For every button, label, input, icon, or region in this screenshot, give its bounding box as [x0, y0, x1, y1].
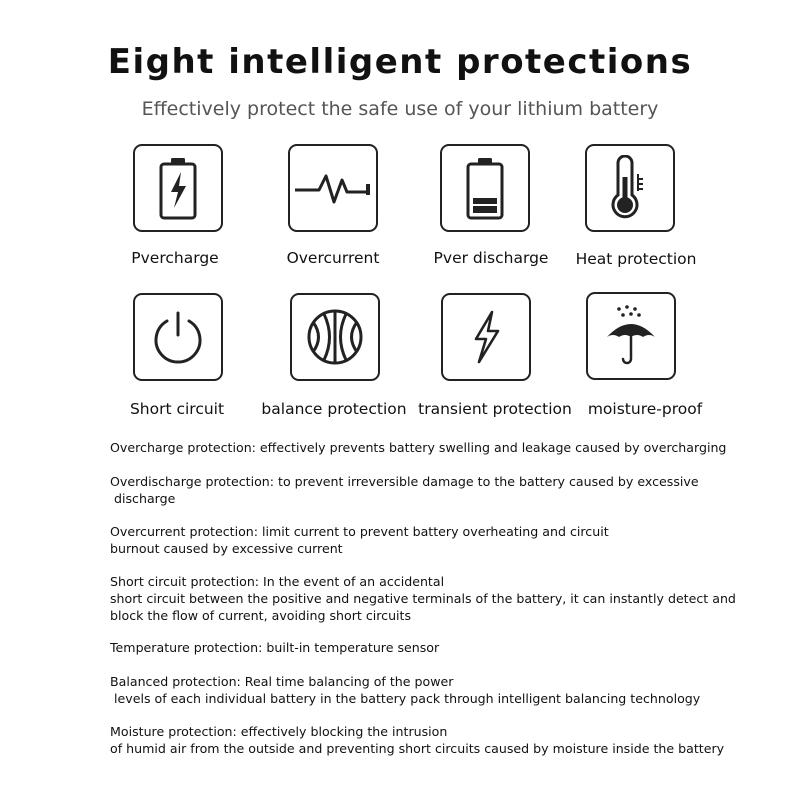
- lightning-icon: [466, 309, 506, 365]
- feature-label: Overcurrent: [286, 249, 380, 267]
- description-line: short circuit between the positive and negative terminals of the battery, it can instantly detect and: [110, 591, 736, 606]
- description-line: Moisture protection: effectively blocking the intrusion: [110, 724, 448, 739]
- battery-low-icon: [460, 156, 510, 220]
- feature-label: Heat protection: [575, 250, 697, 268]
- description-line: discharge: [110, 491, 176, 506]
- umbrella-rain-icon: [601, 303, 661, 369]
- description-short-circuit: [110, 573, 736, 624]
- overcharge-card: [133, 144, 223, 232]
- description-moisture: [110, 723, 724, 757]
- overdischarge-card: [440, 144, 530, 232]
- description-line: Temperature protection: built-in temperature sensor: [110, 640, 440, 655]
- feature-label: Pvercharge: [131, 249, 219, 267]
- description-line: of humid air from the outside and preventing short circuits caused by moisture inside the battery: [110, 741, 725, 756]
- description-line: Balanced protection: Real time balancing of the power: [110, 674, 454, 689]
- feature-label: balance protection: [261, 400, 407, 418]
- feature-label: moisture-proof: [587, 400, 703, 418]
- moisture-proof-card: [586, 292, 676, 380]
- heat-protection-card: [585, 144, 675, 232]
- short-circuit-card: [133, 293, 223, 381]
- thermometer-icon: [605, 155, 655, 221]
- description-overcurrent: [110, 523, 609, 557]
- power-icon: [148, 307, 208, 367]
- overcurrent-card: [288, 144, 378, 232]
- description-line: burnout caused by excessive current: [110, 541, 343, 556]
- description-line: block the flow of current, avoiding short circuits: [110, 608, 412, 623]
- battery-charging-icon: [153, 156, 203, 220]
- feature-label: Short circuit: [129, 400, 225, 418]
- page-title: Eight intelligent protections: [107, 42, 693, 82]
- balance-protection-card: [290, 293, 380, 381]
- description-temperature: [110, 639, 439, 656]
- basketball-icon: [304, 306, 366, 368]
- description-overdischarge: [110, 473, 699, 507]
- description-line: Overcharge protection: effectively prevents battery swelling and leakage caused by overcharging: [110, 440, 727, 455]
- feature-label: transient protection: [418, 400, 572, 418]
- feature-label: Pver discharge: [433, 249, 549, 267]
- transient-protection-card: [441, 293, 531, 381]
- description-balanced: [110, 673, 700, 707]
- pulse-wave-icon: [293, 168, 373, 208]
- description-line: Short circuit protection: In the event of an accidental: [110, 574, 445, 589]
- description-line: Overcurrent protection: limit current to prevent battery overheating and circuit: [110, 524, 609, 539]
- description-line: levels of each individual battery in the battery pack through intelligent balancing technology: [110, 691, 701, 706]
- description-overcharge: [110, 439, 726, 456]
- description-line: Overdischarge protection: to prevent irreversible damage to the battery caused by excessive: [110, 474, 699, 489]
- page-subtitle: Effectively protect the safe use of your lithium battery: [141, 98, 659, 120]
